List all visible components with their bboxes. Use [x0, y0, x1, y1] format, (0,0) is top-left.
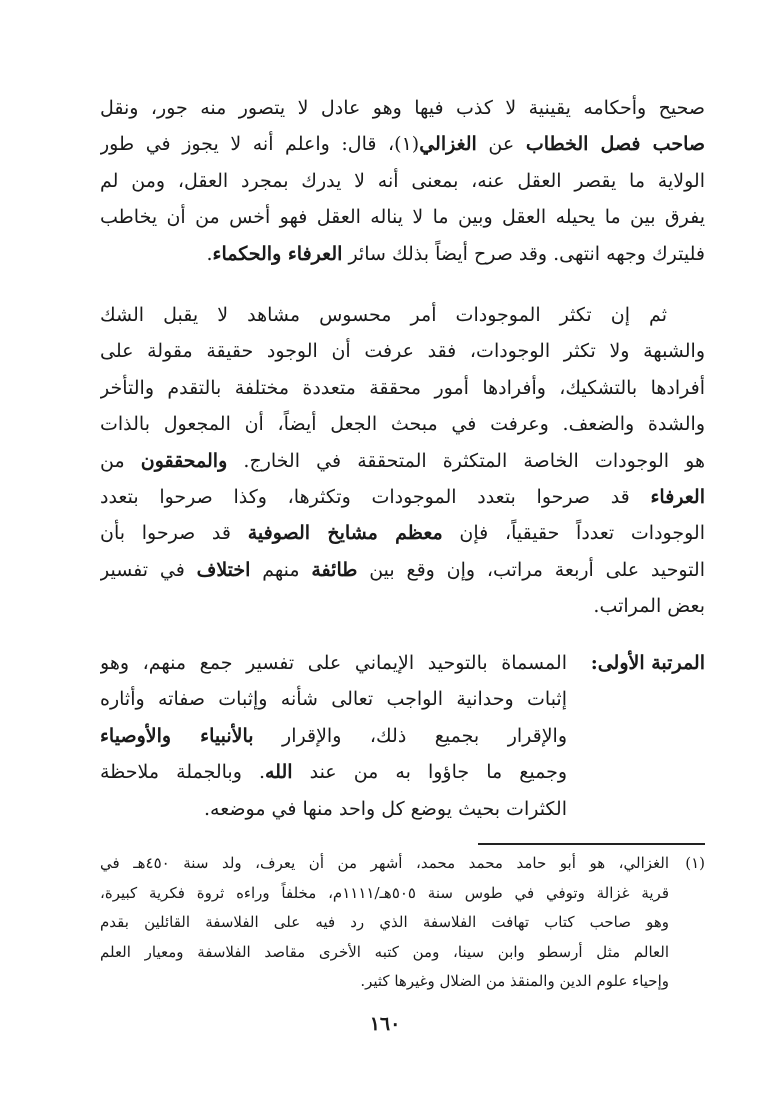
footnote — [100, 849, 705, 997]
text-line: صحيح وأحكامه يقينية لا كذب فيها وهو عادل لا يتصور منه جور، ونقل — [100, 97, 705, 119]
text-line: فليترك وجهه انتهى. وقد صرح أيضاً بذلك سائر العرفاء والحكماء. — [206, 242, 705, 265]
page-number: ١٦٠ — [369, 1013, 401, 1035]
footnote-line: وإحياء علوم الدين والمنقذ من الضلال وغيرها كثير. — [360, 972, 669, 990]
footnote-ref[interactable]: (١)، قال: واعلم أنه لا يجوز في طور — [100, 133, 420, 156]
text-line: الكثرات بحيث يوضع كل واحد منها في موضعه. — [203, 797, 567, 820]
bold-term: معظم مشايخ الصوفية — [247, 522, 443, 545]
section-heading: المرتبة الأولى: — [590, 652, 705, 674]
footnote-separator — [478, 843, 705, 845]
text-line: وجميع ما جاؤوا به من عند الله. وبالجملة ملاحظة — [100, 761, 567, 784]
footnote-line: الغزالي، هو أبو حامد محمد محمد، أشهر من أن يعرف، ولد سنة ٤٥٠هـ في — [100, 854, 669, 872]
text-line: ثم إن تكثر الموجودات أمر محسوس مشاهد لا يقبل الشك — [100, 304, 667, 326]
bold-term: طائفة — [311, 558, 358, 581]
footnote-line: قرية غزالة وتوفي في طوس سنة ٥٠٥هـ/١١١١م، مخلفاً وراءه ثروة فكرية كبيرة، — [100, 883, 669, 902]
bold-term: والمحققون — [140, 449, 228, 472]
text-line: هو الوجودات الخاصة المتكثرة المتحققة في الخارج. والمحققون من — [100, 449, 705, 472]
footnote-number: (١) — [685, 854, 705, 872]
bold-term: اختلاف — [196, 558, 251, 581]
text-line: المسماة بالتوحيد الإيماني على تفسير جمع منهم، وهو — [100, 652, 567, 674]
bold-term: صاحب فصل الخطاب — [525, 133, 705, 156]
section-body — [100, 645, 567, 827]
bold-term: العرفاء — [650, 485, 705, 508]
text-line: إثبات وحدانية الواجب تعالى شأنه وإثبات صفاته وأثاره — [100, 688, 567, 711]
footnote-line: العالم مثل أرسطو وابن سينا، ومن كتبه الأخرى مقاصد الفلاسفة ومعيار العلم — [100, 942, 669, 961]
text-line: بعض المراتب. — [593, 595, 705, 618]
paragraph-2 — [100, 297, 705, 625]
bold-term: بالأنبياء والأوصياء — [100, 724, 254, 747]
footnote-line: وهو صاحب كتاب تهافت الفلاسفة الذي رد فيه على الفلاسفة القائلين بقدم — [100, 913, 669, 931]
text-line: الولاية ما يقصر العقل عنه، بمعنى أنه لا يدرك بمجرد العقل، ومن لم — [100, 169, 705, 192]
paragraph-3 — [100, 645, 705, 827]
text-line: يفرق بين ما يحيله العقل وبين ما لا يناله العقل فهو أخس من أن يخاطب — [100, 206, 705, 229]
text-line: والشدة والضعف. وعرفت في مبحث الجعل أيضاً، أن المجعول بالذات — [100, 413, 705, 436]
bold-term: الله — [264, 761, 293, 784]
bold-term: العرفاء والحكماء — [212, 242, 343, 265]
footnote-body — [100, 849, 669, 997]
text-line: أفرادها بالتشكيك، وأفرادها أمور محققة متعددة مختلفة بالتقدم والتأخر — [100, 376, 705, 399]
text-line: العرفاء قد صرحوا بتعدد الموجودات وتكثرها، وكذا صرحوا بتعدد — [100, 485, 705, 508]
text-line: والشبهة ولا تكثر الوجودات، فقد عرفت أن الوجود حقيقة مقولة على — [100, 340, 705, 363]
text-line: والإقرار بجميع ذلك، والإقرار بالأنبياء والأوصياء — [100, 724, 567, 747]
bold-term: الغزالي — [419, 133, 477, 156]
paragraph-1 — [100, 90, 705, 272]
text-line: التوحيد على أربعة مراتب، وإن وقع بين طائفة منهم اختلاف في تفسير — [100, 558, 705, 581]
text-line: الوجودات تعدداً حقيقياً، فإن معظم مشايخ الصوفية قد صرحوا بأن — [100, 522, 705, 545]
text-line: صاحب فصل الخطاب عن الغزالي(١)، قال: واعلم أنه لا يجوز في طور — [100, 133, 705, 156]
